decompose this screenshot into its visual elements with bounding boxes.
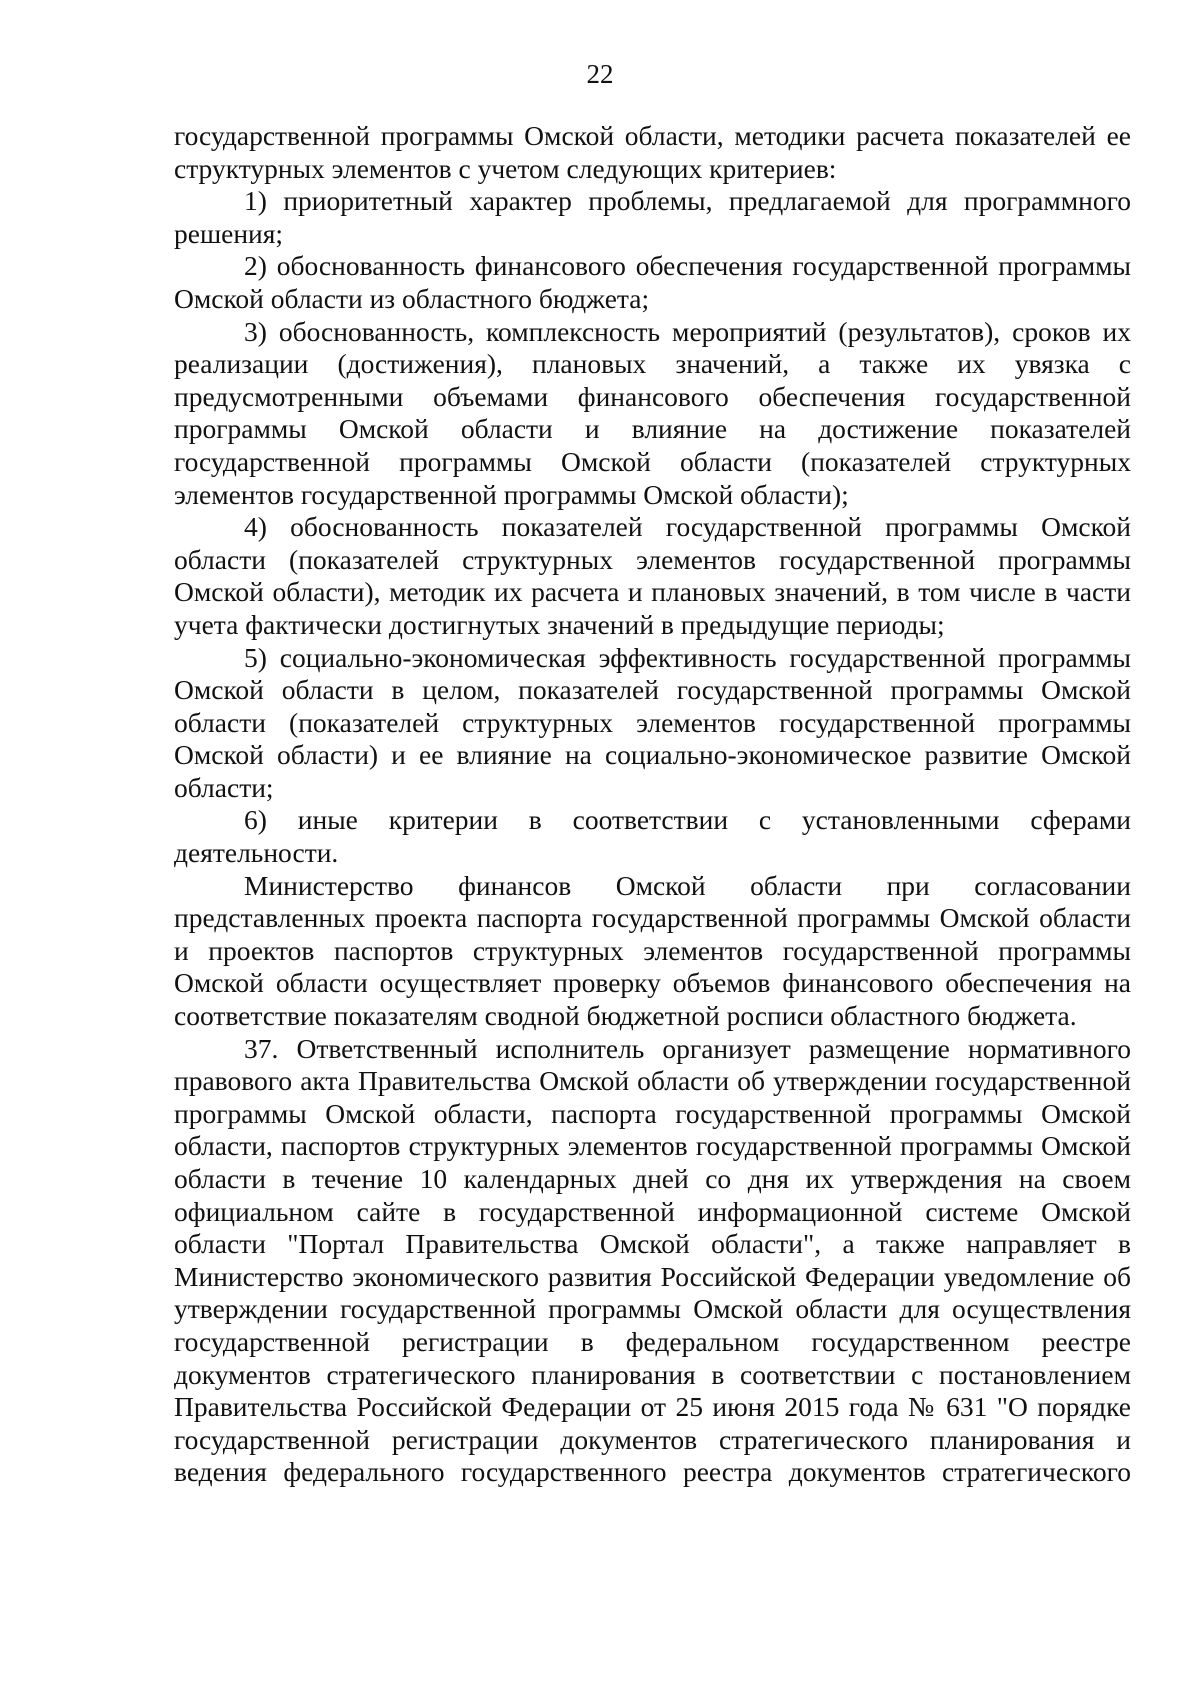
document-body [174,120,1131,1489]
paragraph-criterion-4: 4) обоснованность показателей государственной программы Омской области (показателей структурных элементов государственной программы Омской области), методик их расчета и плановых значений, в том числе в части учета фактически достигнутых значений в предыдущие периоды; [174,511,1131,640]
paragraph-criterion-6: 6) иные критерии в соответствии с установленными сферами деятельности. [174,804,1131,869]
paragraph-criterion-1: 1) приоритетный характер проблемы, предлагаемой для программного решения; [174,185,1131,249]
paragraph-item-37: 37. Ответственный исполнитель организует размещение нормативного правового акта Правительства Омской области об утверждении государственной программы Омской области, паспорта государственной программы Омской области, паспортов структурных элементов государственной программы Омской области в течение 10 календарных дней со дня их утверждения на своем официальном сайте в государственной информационной системе Омской области "Портал Правительства Омской области", а также направляет в Министерство экономического развития Российской Федерации уведомление об утверждении государственной программы Омской области для осуществления государственной регистрации в федеральном государственном реестре документов стратегического планирования в соответствии с постановлением Правительства Российской Федерации от 25 июня 2015 года № 631 "О порядке государственной регистрации документов стратегического планирования и ведения федерального государственного реестра документов стратегического [174,1032,1131,1488]
paragraph-ministry-finance: Министерство финансов Омской области при согласовании представленных проекта паспорта государственной программы Омской области и проектов паспортов структурных элементов государственной программы Омской области осуществляет проверку объемов финансового обеспечения на соответствие показателям сводной бюджетной росписи областного бюджета. [174,869,1131,1032]
paragraph-criterion-2: 2) обоснованность финансового обеспечения государственной программы Омской области из областного бюджета; [174,250,1131,314]
paragraph-criterion-5: 5) социально-экономическая эффективность государственной программы Омской области в целом, показателей государственной программы Омской области (показателей структурных элементов государственной программы Омской области) и ее влияние на социально-экономическое развитие Омской области; [174,641,1131,803]
paragraph-criterion-3: 3) обоснованность, комплексность мероприятий (результатов), сроков их реализации (достижения), плановых значений, а также их увязка с предусмотренными объемами финансового обеспечения государственной программы Омской области и влияние на достижение показателей государственной программы Омской области (показателей структурных элементов государственной программы Омской области); [174,315,1131,510]
paragraph-intro-continuation: государственной программы Омской области, методики расчета показателей ее структурных элементов с учетом следующих критериев: [174,120,1131,184]
page-number: 22 [586,59,614,89]
